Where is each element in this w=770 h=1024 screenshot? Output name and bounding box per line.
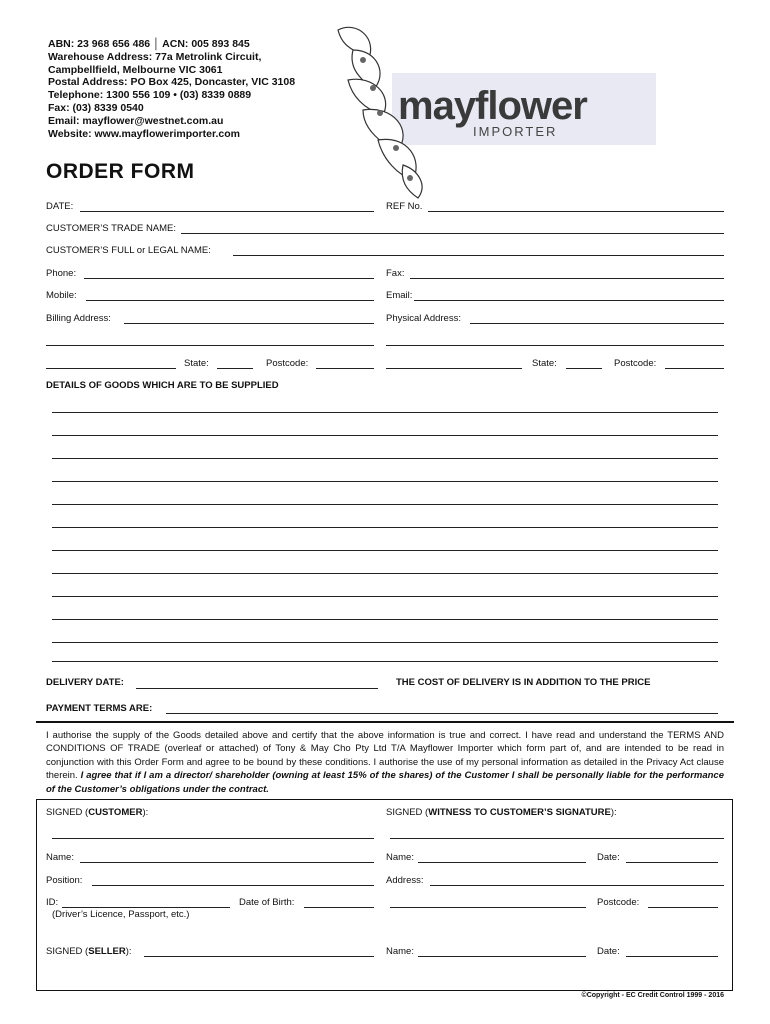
goods-line[interactable] <box>52 481 718 482</box>
delivery-date-label: DELIVERY DATE: <box>46 677 124 688</box>
position-field[interactable] <box>92 885 374 886</box>
id-field[interactable] <box>62 907 230 908</box>
company-details <box>48 38 295 140</box>
signed-customer-label: SIGNED (CUSTOMER): <box>46 807 149 818</box>
dob-label: Date of Birth: <box>239 897 295 908</box>
seller-date-label: Date: <box>597 946 620 957</box>
witness-signature-field[interactable] <box>390 838 724 839</box>
seller-signature-field[interactable] <box>144 956 374 957</box>
date-label: DATE: <box>46 201 74 212</box>
billing-address-label: Billing Address: <box>46 313 111 324</box>
physical-address-line-2[interactable] <box>386 345 724 346</box>
goods-line[interactable] <box>52 573 718 574</box>
goods-line[interactable] <box>52 661 718 662</box>
physical-address-label: Physical Address: <box>386 313 461 324</box>
customer-name-field[interactable] <box>80 862 374 863</box>
dob-field[interactable] <box>304 907 374 908</box>
customer-signature-field[interactable] <box>52 838 374 839</box>
seller-name-label: Name: <box>386 946 414 957</box>
trade-name-label: CUSTOMER’S TRADE NAME: <box>46 223 177 234</box>
billing-suburb-field[interactable] <box>46 368 176 369</box>
email-field[interactable] <box>414 300 724 301</box>
abn-line: ABN: 23 968 656 486 │ ACN: 005 893 845 <box>48 38 250 50</box>
ref-label: REF No. <box>386 201 423 212</box>
page-title: ORDER FORM <box>46 160 195 183</box>
legal-name-field[interactable] <box>233 255 724 256</box>
witness-address-line-2[interactable] <box>390 907 586 908</box>
authorisation-body: I authorise the supply of the Goods detailed above and certify that the above information is true and correct. I have read and understand the TERMS AND CONDITIONS OF TRADE (overleaf or attached) of Tony & May Cho Pty Ltd T/A Mayflower Importer which form part of, and are intended to be read in conjunction with this Order Form and agree to be bound by these conditions. I authorise the use of my personal information as detailed in the Privacy Act clause therein. <box>46 730 724 782</box>
payment-terms-label: PAYMENT TERMS ARE: <box>46 703 153 714</box>
physical-postcode-label: Postcode: <box>614 358 657 369</box>
witness-postcode-label: Postcode: <box>597 897 640 908</box>
website-line: Website: www.mayflowerimporter.com <box>48 127 240 140</box>
logo-wordmark: mayflower <box>398 84 587 128</box>
witness-date-field[interactable] <box>626 862 718 863</box>
witness-postcode-field[interactable] <box>648 907 718 908</box>
director-liability-clause: I agree that if I am a director/ shareholder (owning at least 15% of the shares) of the Customer I shall be personally liable for the performance of the Customer’s obligations under the contract. <box>46 770 724 795</box>
telephone-line: Telephone: 1300 556 109 • (03) 8339 0889 <box>48 89 252 102</box>
goods-line[interactable] <box>52 642 718 643</box>
physical-address-field[interactable] <box>470 323 724 324</box>
goods-line[interactable] <box>52 435 718 436</box>
customer-name-label: Name: <box>46 852 74 863</box>
signed-witness-label: SIGNED (WITNESS TO CUSTOMER’S SIGNATURE): <box>386 807 617 818</box>
phone-label: Phone: <box>46 268 77 279</box>
id-note: (Driver’s Licence, Passport, etc.) <box>52 909 190 920</box>
billing-address-field[interactable] <box>124 323 374 324</box>
billing-address-line-2[interactable] <box>46 345 374 346</box>
goods-line[interactable] <box>52 527 718 528</box>
position-label: Position: <box>46 875 83 886</box>
postal-line: Postal Address: PO Box 425, Doncaster, VIC 3108 <box>48 76 296 89</box>
mobile-field[interactable] <box>86 300 374 301</box>
signature-box <box>36 799 733 991</box>
warehouse-city-line: Campbellfield, Melbourne VIC 3061 <box>48 63 223 76</box>
seller-name-field[interactable] <box>418 956 586 957</box>
goods-line[interactable] <box>52 619 718 620</box>
witness-date-label: Date: <box>597 852 620 863</box>
authorisation-text <box>46 729 724 796</box>
delivery-cost-note: THE COST OF DELIVERY IS IN ADDITION TO THE PRICE <box>396 677 651 688</box>
witness-address-field[interactable] <box>430 885 724 886</box>
billing-state-field[interactable] <box>217 368 253 369</box>
email-line: Email: mayflower@westnet.com.au <box>48 114 224 127</box>
physical-postcode-field[interactable] <box>665 368 724 369</box>
physical-state-label: State: <box>532 358 557 369</box>
billing-postcode-field[interactable] <box>316 368 374 369</box>
goods-heading: DETAILS OF GOODS WHICH ARE TO BE SUPPLIED <box>46 380 279 391</box>
warehouse-line: Warehouse Address: 77a Metrolink Circuit, <box>48 50 262 63</box>
goods-line[interactable] <box>52 458 718 459</box>
trade-name-field[interactable] <box>181 233 724 234</box>
seller-date-field[interactable] <box>626 956 718 957</box>
delivery-date-field[interactable] <box>136 688 378 689</box>
goods-line[interactable] <box>52 596 718 597</box>
witness-address-label: Address: <box>386 875 424 886</box>
phone-field[interactable] <box>84 278 374 279</box>
legal-name-label: CUSTOMER’S FULL or LEGAL NAME: <box>46 245 211 256</box>
goods-line[interactable] <box>52 412 718 413</box>
signed-seller-label: SIGNED (SELLER): <box>46 946 132 957</box>
billing-postcode-label: Postcode: <box>266 358 309 369</box>
goods-line[interactable] <box>52 550 718 551</box>
payment-terms-field[interactable] <box>166 713 718 714</box>
copyright-notice: ©Copyright - EC Credit Control 1999 - 2016 <box>581 992 724 999</box>
mobile-label: Mobile: <box>46 290 77 301</box>
email-label: Email: <box>386 290 413 301</box>
ref-field[interactable] <box>428 211 724 212</box>
goods-line[interactable] <box>52 504 718 505</box>
witness-name-label: Name: <box>386 852 414 863</box>
witness-name-field[interactable] <box>418 862 586 863</box>
date-field[interactable] <box>80 211 374 212</box>
fax-line: Fax: (03) 8339 0540 <box>48 101 144 114</box>
physical-state-field[interactable] <box>566 368 602 369</box>
fax-field[interactable] <box>410 278 724 279</box>
section-divider <box>36 721 734 723</box>
physical-suburb-field[interactable] <box>386 368 522 369</box>
fax-label: Fax: <box>386 268 405 279</box>
id-label: ID: <box>46 897 59 908</box>
logo-subtitle: IMPORTER <box>473 124 558 139</box>
billing-state-label: State: <box>184 358 209 369</box>
